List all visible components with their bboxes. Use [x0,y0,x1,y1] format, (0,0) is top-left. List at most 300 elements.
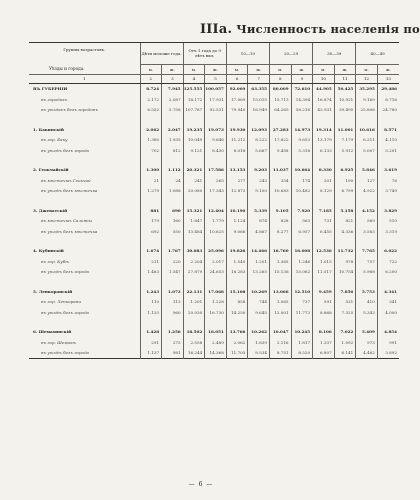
table-cell: 8.534 [248,348,270,359]
spacer-cell [162,237,184,246]
table-cell: 9.458 [269,145,291,156]
table-cell: 6.957 [291,226,313,237]
table-cell: 10.482 [291,186,313,197]
table-row [29,256,399,267]
table-cell: 277 [226,175,248,186]
spacer-cell [269,115,291,124]
table-cell: 92.009 [226,83,248,94]
header-sex: м. [183,64,205,74]
table-cell: 563 [291,216,313,227]
spacer-cell [226,277,248,286]
spacer-cell [183,318,205,327]
spacer-cell [269,196,291,205]
spacer-cell [356,318,378,327]
table-cell: 3.829 [377,205,399,216]
col-number: 2 [140,74,162,83]
row-label: въ мѣстечкѣ Сальяны [41,218,93,224]
row-label: въ гор. Ленкорани [41,299,82,305]
col-number: 8 [269,74,291,83]
table-cell: 20.321 [183,165,205,176]
spacer-cell [226,318,248,327]
table-cell: 1.674 [140,246,162,257]
row-label: въ уѣздахъ безъ городовъ [41,107,98,113]
table-cell: 1.847 [183,216,205,227]
table-cell: 1.201 [248,256,270,267]
table-row-total [29,327,399,338]
table-cell: 27.879 [183,267,205,278]
table-cell: 7.920 [291,205,313,216]
table-cell: 3.619 [377,165,399,176]
table-cell: 8.430 [205,145,227,156]
spacer-cell [377,237,399,246]
table-cell: 812 [162,145,184,156]
table-cell: 35.295 [356,83,378,94]
table-cell: 1.088 [162,186,184,197]
table-row-total [29,83,399,94]
table-cell: 737 [291,297,313,308]
table-cell: 1.779 [205,216,227,227]
table-cell: 11.037 [269,165,291,176]
row-label: въ уѣздѣ безъ города [41,269,89,275]
row-label: 2. Геокчайскій [33,167,69,173]
table-row-total [29,246,399,257]
row-label: 3. Джеватскій [33,207,68,213]
table-cell: 19.235 [183,124,205,135]
table-cell: 8.724 [140,83,162,94]
spacer-cell [183,196,205,205]
spacer-cell [29,277,140,286]
header-sex: м. [269,64,291,74]
table-cell: 58.216 [291,105,313,116]
spacer-cell [248,196,270,205]
spacer-cell [248,277,270,286]
spacer-cell [313,196,335,205]
table-cell: 12.510 [291,286,313,297]
table-cell: 12.873 [226,186,248,197]
spacer-cell [205,196,227,205]
table-cell: 1.767 [162,246,184,257]
table-cell: 2.087 [162,94,184,105]
spacer-cell [205,277,227,286]
col-number: 7 [248,74,270,83]
spacer-cell [313,115,335,124]
table-cell: 15.321 [183,205,205,216]
page-number: — 6 — [188,481,214,488]
header-sex: м. [140,64,162,74]
table-cell: 341 [377,297,399,308]
table-cell: 13.265 [248,267,270,278]
table-cell: 63.355 [248,83,270,94]
spacer-cell [356,277,378,286]
header-label-top: Группы возрастовъ. [29,43,140,65]
table-row-total [29,286,399,297]
table-cell: 174 [291,175,313,186]
table-cell: 8.868 [313,307,335,318]
table-cell: 10.754 [334,267,356,278]
table-cell: 591 [313,297,335,308]
table-cell: 4.922 [356,186,378,197]
table-cell: 14.250 [226,307,248,318]
table-cell: 13.766 [226,327,248,338]
table-cell: 1.137 [140,348,162,359]
table-cell: 10.625 [205,226,227,237]
spacer-cell [313,318,335,327]
table-cell: 1.365 [269,256,291,267]
table-cell: 5.753 [356,286,378,297]
table-cell: 10.616 [356,124,378,135]
table-cell: 79.940 [226,105,248,116]
col-number: 1 [29,74,140,83]
table-cell: 1.256 [162,327,184,338]
table-cell: 2.062 [226,337,248,348]
spacer-cell [313,277,335,286]
header-row-col-numbers [29,74,399,83]
spacer-cell [205,237,227,246]
table-cell: 1.124 [226,216,248,227]
spacer-row [29,318,399,327]
table-cell: 8.018 [226,145,248,156]
page-title [200,22,420,38]
table-cell: 7.765 [356,246,378,257]
table-row-total [29,124,399,135]
table-cell: 744 [248,297,270,308]
table-cell: 981 [162,348,184,359]
spacer-cell [334,318,356,327]
table-cell: 510 [377,216,399,227]
spacer-cell [356,156,378,165]
table-cell: 13.066 [269,286,291,297]
table-cell: 17.931 [205,94,227,105]
spacer-cell [313,156,335,165]
table-cell: 80.009 [269,83,291,94]
table-cell: 1.428 [140,327,162,338]
table-cell: 6.022 [377,246,399,257]
spacer-cell [226,115,248,124]
spacer-cell [269,237,291,246]
table-cell: 5.158 [334,205,356,216]
spacer-cell [334,156,356,165]
table-cell: 113 [162,297,184,308]
header-label-bottom: Уѣзды и города. [29,64,140,74]
spacer-cell [140,115,162,124]
table-cell: 1.545 [226,256,248,267]
table-cell: 11.705 [226,348,248,359]
spacer-cell [248,237,270,246]
table-cell: 2.172 [140,94,162,105]
table-cell: 9.646 [205,135,227,146]
table-cell: 76 [377,175,399,186]
table-cell: 5.912 [334,145,356,156]
table-cell: 2.116 [269,337,291,348]
table-cell: 18.172 [183,94,205,105]
table-cell: 160 [162,216,184,227]
table-cell: 5.339 [248,205,270,216]
table-cell: 22.131 [183,286,205,297]
table-cell: 21 [140,175,162,186]
table-cell: 17.068 [205,286,227,297]
table-cell: 14.466 [248,246,270,257]
table-cell: 1.279 [140,186,162,197]
table-cell: 4.854 [377,327,399,338]
col-number: 6 [226,74,248,83]
table-cell: 6.925 [334,165,356,176]
header-sex: м. [356,64,378,74]
table-cell: 1.015 [313,256,335,267]
table-cell: 1.817 [291,337,313,348]
table-cell: 569 [356,216,378,227]
table-cell: 39.495 [334,105,356,116]
spacer-cell [377,115,399,124]
spacer-cell [162,318,184,327]
table-cell: 1.463 [140,267,162,278]
table-cell: 692 [140,226,162,237]
table-cell: 531 [334,297,356,308]
row-label: въ гор. Кубѣ [41,258,69,264]
table-cell: 16.760 [269,246,291,257]
table-row [29,94,399,105]
table-cell: 12.404 [205,205,227,216]
spacer-row [29,156,399,165]
row-label: въ гор. Баку [41,137,68,143]
table-cell: 6.799 [334,186,356,197]
table-cell: 12.536 [313,246,335,257]
table-cell: 241 [183,175,205,186]
table-cell: 11.773 [291,307,313,318]
table-cell: 1.337 [313,337,335,348]
table-cell: 10.047 [269,327,291,338]
spacer-cell [183,115,205,124]
spacer-row [29,237,399,246]
table-cell: 1.935 [162,135,184,146]
row-label: въ уѣздѣ безъ города [41,350,89,356]
spacer-cell [248,156,270,165]
table-cell: 11.517 [313,267,335,278]
table-cell: 16.874 [313,94,335,105]
table-cell: 6.552 [140,105,162,116]
table-cell: 19.826 [226,246,248,257]
table-row [29,145,399,156]
table-cell: 291 [140,337,162,348]
spacer-cell [29,237,140,246]
table-body [29,83,399,359]
spacer-cell [205,156,227,165]
table-cell: 13.484 [183,226,205,237]
table-cell: 874 [248,216,270,227]
table-cell: 44.905 [313,83,335,94]
table-cell: 7.185 [313,205,335,216]
table-cell: 6.455 [313,226,335,237]
table-cell: 211 [140,256,162,267]
table-cell: 17.586 [205,165,227,176]
table-cell: 3.319 [377,226,399,237]
table-row [29,186,399,197]
table-cell: 1.201 [183,297,205,308]
table-row [29,175,399,186]
table-cell: 27.283 [269,124,291,135]
table-cell: 10.683 [269,186,291,197]
table-cell: 2.489 [205,337,227,348]
spacer-cell [269,156,291,165]
spacer-cell [248,115,270,124]
table-cell: 243 [248,175,270,186]
table-cell: 2.017 [205,256,227,267]
row-label: 1. Бакинскій [33,126,64,132]
table-cell: 4.110 [377,135,399,146]
table-cell: 15.136 [269,267,291,278]
table-cell: 110 [140,297,162,308]
table-cell: 5.846 [356,165,378,176]
spacer-row [29,115,399,124]
table-cell: 9.121 [183,145,205,156]
spacer-cell [140,196,162,205]
col-number: 12 [356,74,378,83]
table-cell: 354 [269,175,291,186]
table-cell: 10.921 [334,94,356,105]
table-cell: 410 [356,297,378,308]
table-cell: 7.022 [334,327,356,338]
spacer-cell [269,277,291,286]
header-sex: ж. [162,64,184,74]
table-cell: 702 [140,145,162,156]
table-cell: 4.341 [377,286,399,297]
spacer-cell [291,318,313,327]
table-row [29,337,399,348]
table-cell: 991 [377,337,399,348]
table-cell: 1.092 [334,337,356,348]
table-row [29,105,399,116]
header-row-age-groups [29,43,399,65]
table-cell: 16.949 [248,105,270,116]
table-cell: 11.212 [226,135,248,146]
title-text: Численность населенія по [236,22,420,36]
table-cell: 14.368 [205,348,227,359]
table-cell: 3.583 [356,226,378,237]
table-cell: 1.839 [248,337,270,348]
row-label: въ уѣздѣ безъ мѣстечка [41,188,98,194]
table-cell: 1.073 [162,286,184,297]
table-cell: 7.945 [162,83,184,94]
table-cell: 275 [162,337,184,348]
table-row [29,297,399,308]
spacer-row [29,277,399,286]
table-cell: 10.049 [183,135,205,146]
col-number: 4 [183,74,205,83]
table-cell: 11.732 [334,246,356,257]
spacer-cell [162,277,184,286]
table-cell: 64.265 [269,105,291,116]
table-cell: 8.751 [269,348,291,359]
table-cell: 127 [356,175,378,186]
header-age-group: Отъ 1 года до 9 лѣтъ вкл. [183,43,226,65]
spacer-cell [162,196,184,205]
table-cell: 5.201 [377,145,399,156]
table-cell: 9.105 [269,205,291,216]
table-cell: 15.062 [291,267,313,278]
table-cell: 17.069 [226,94,248,105]
table-cell: 10.190 [226,205,248,216]
table-cell: 72.610 [291,83,313,94]
table-cell: 4.336 [334,226,356,237]
table-cell: 3.749 [377,186,399,197]
table-cell: 6.200 [377,267,399,278]
table-cell: 722 [377,256,399,267]
table-cell: 15.108 [226,286,248,297]
table-cell: 9.203 [248,165,270,176]
table-cell: 6.133 [313,145,335,156]
table-cell: 10.269 [248,286,270,297]
spacer-cell [291,237,313,246]
spacer-cell [291,115,313,124]
table-cell: 10.664 [291,165,313,176]
header-age-group: 30—39 [313,43,356,65]
header-sex: ж. [334,64,356,74]
table-row [29,226,399,237]
table-cell: 4.152 [356,205,378,216]
table-row-total [29,205,399,216]
table-cell: 3.892 [377,348,399,359]
table-cell: 5.667 [248,145,270,156]
col-number: 3 [162,74,184,83]
table-cell: 6.211 [356,135,378,146]
table-cell: 1.228 [205,297,227,308]
table-cell: 4.462 [356,348,378,359]
table-cell: 5.343 [356,307,378,318]
spacer-cell [377,156,399,165]
table-cell: 1.133 [140,307,162,318]
col-number: 9 [291,74,313,83]
table-cell: 179 [140,216,162,227]
spacer-cell [205,318,227,327]
header-sex: ж. [248,64,270,74]
table-cell: 30.083 [183,246,205,257]
spacer-cell [356,237,378,246]
table-cell: 18.283 [226,267,248,278]
table-cell: 9.653 [291,135,313,146]
spacer-cell [334,237,356,246]
spacer-cell [269,318,291,327]
row-label: 5. Ленкоранскій [33,288,73,294]
table-row [29,267,399,278]
table-cell: 25.806 [356,105,378,116]
row-label: въ гор. Шемахѣ [41,339,77,345]
table-cell: 960 [162,307,184,318]
table-cell: 10.245 [291,327,313,338]
header-sex: ж. [291,64,313,74]
row-label: ВЪ ГУБЕРНІИ [33,86,68,92]
table-cell: 19.073 [205,124,227,135]
header-age-group: 10—19 [226,43,269,65]
spacer-cell [291,196,313,205]
table-cell: 7.856 [334,286,356,297]
spacer-cell [162,115,184,124]
row-label: въ городахъ [41,96,68,102]
spacer-cell [140,318,162,327]
spacer-cell [291,156,313,165]
table-cell: 881 [140,205,162,216]
spacer-cell [29,156,140,165]
table-row [29,216,399,227]
spacer-cell [377,196,399,205]
spacer-cell [29,318,140,327]
header-age-group: Дѣти моложе года. [140,43,183,65]
table-cell: 201 [313,175,335,186]
table-row [29,348,399,359]
col-number: 13 [377,74,399,83]
table-row [29,135,399,146]
table-cell: 29.486 [377,83,399,94]
table-cell: 2.047 [162,124,184,135]
spacer-cell [356,196,378,205]
